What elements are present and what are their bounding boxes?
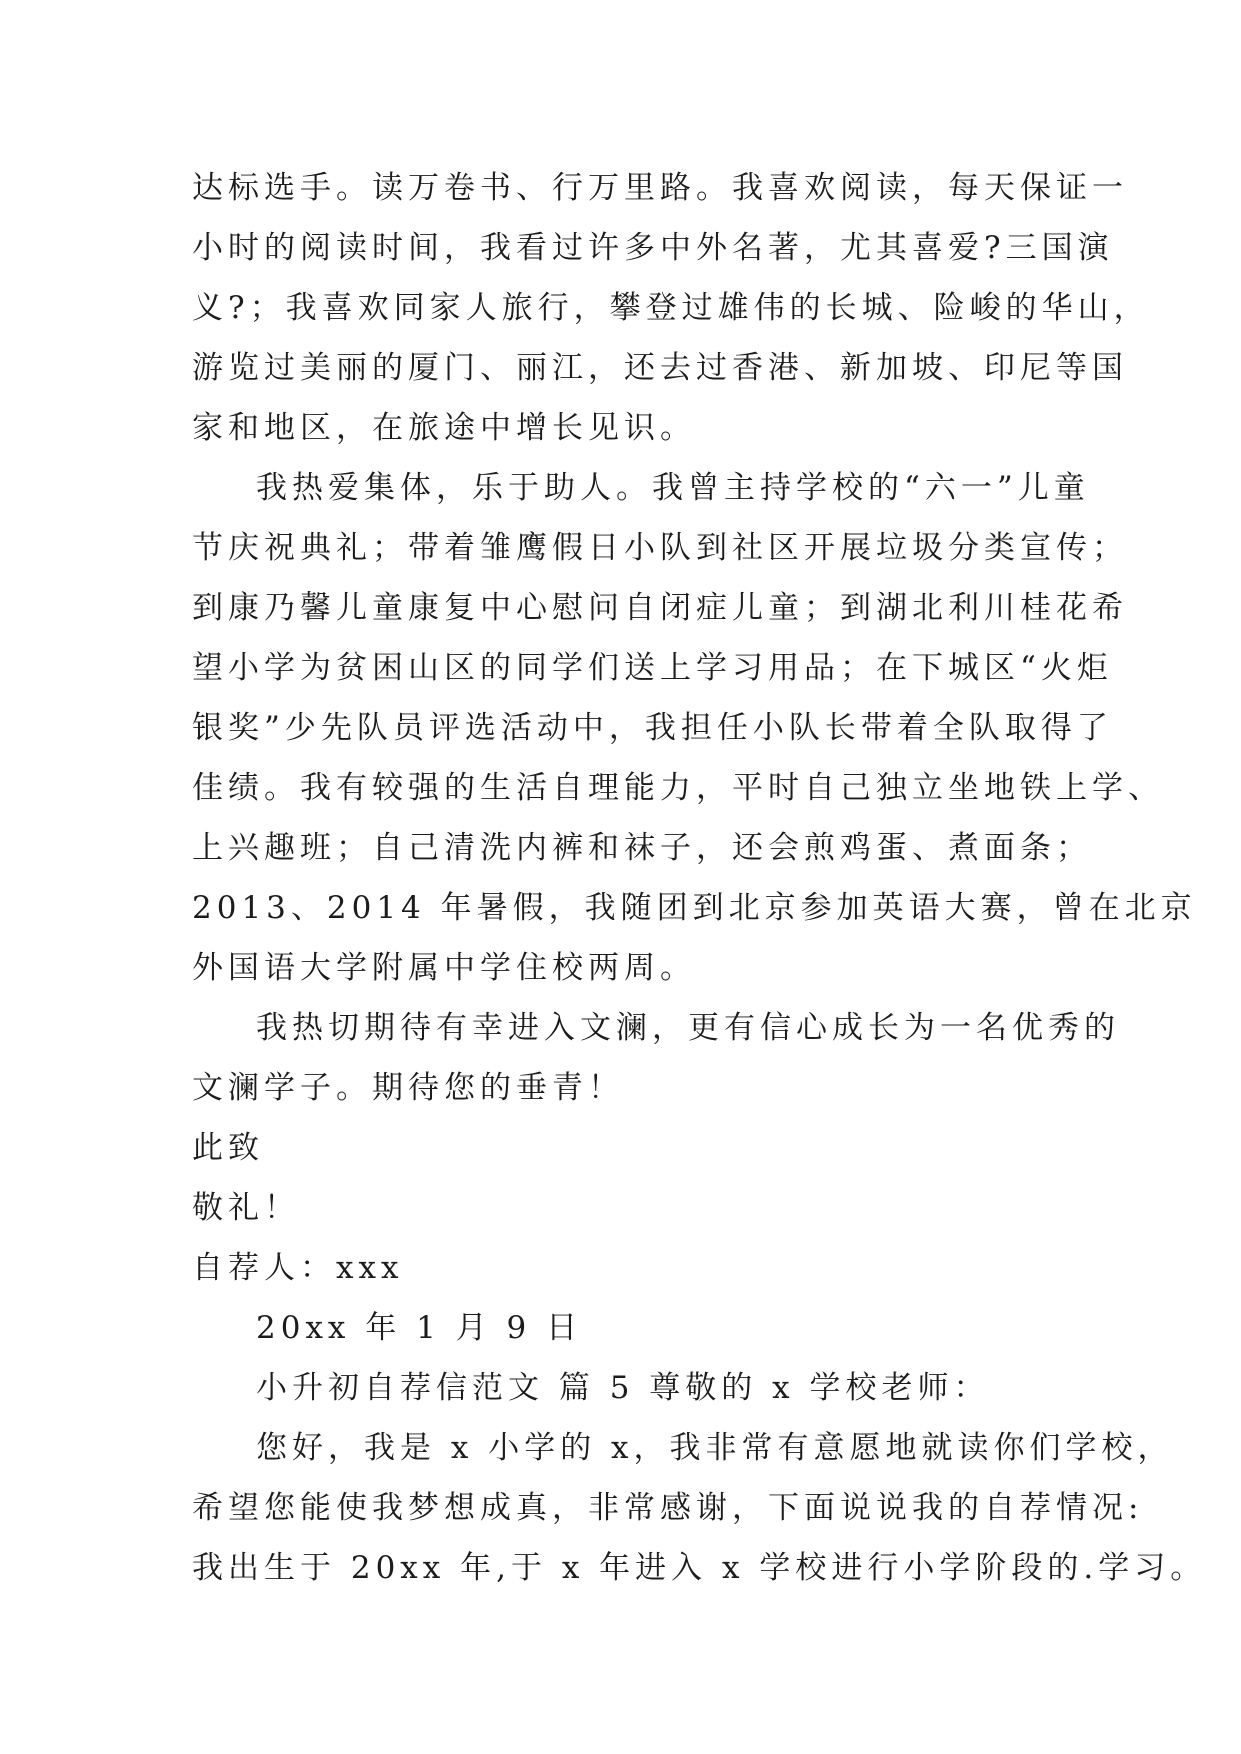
paragraph-start-line: 我热切期待有幸进入文澜，更有信心成长为一名优秀的 [256,1010,1120,1046]
text-line: 到康乃馨儿童康复中心慰问自闭症儿童；到湖北利川桂花希 [192,590,1128,626]
text-line: 游览过美丽的厦门、丽江，还去过香港、新加坡、印尼等国 [192,350,1128,386]
text-line: 外国语大学附属中学住校两周。 [192,950,696,986]
text-line: 希望您能使我梦想成真，非常感谢，下面说说我的自荐情况: [192,1490,1144,1526]
closing-regards: 敬礼！ [192,1190,300,1226]
text-line: 我出生于 20xx 年,于 x 年进入 x 学校进行小学阶段的.学习。 [192,1550,1207,1586]
text-line: 文澜学子。期待您的垂青！ [192,1070,624,1106]
text-line: 上兴趣班；自己清洗内裤和袜子，还会煎鸡蛋、煮面条； [192,830,1092,866]
paragraph-start-line: 我热爱集体，乐于助人。我曾主持学校的“六一”儿童 [256,470,1090,506]
text-line: 达标选手。读万卷书、行万里路。我喜欢阅读，每天保证一 [192,170,1128,206]
letter-body [192,158,1207,1598]
text-line: 2013、2014 年暑假，我随团到北京参加英语大赛，曾在北京 [192,890,1197,926]
text-line: 节庆祝典礼；带着雏鹰假日小队到社区开展垃圾分类宣传； [192,530,1128,566]
text-line: 义?；我喜欢同家人旅行，攀登过雄伟的长城、险峻的华山， [192,290,1150,326]
signature-line: 自荐人：xxx [192,1250,404,1286]
closing-salutation: 此致 [192,1130,264,1166]
text-line: 银奖”少先队员评选活动中，我担任小队长带着全队取得了 [192,710,1113,746]
date-line: 20xx 年 1 月 9 日 [256,1310,583,1346]
text-line: 佳绩。我有较强的生活自理能力，平时自己独立坐地铁上学、 [192,770,1164,806]
text-line: 望小学为贫困山区的同学们送上学习用品；在下城区“火炬 [192,650,1113,686]
text-line: 小时的阅读时间，我看过许多中外名著，尤其喜爱?三国演 [192,230,1114,266]
paragraph-start-line: 您好，我是 x 小学的 x，我非常有意愿地就读你们学校， [256,1430,1174,1466]
text-line: 家和地区，在旅途中增长见识。 [192,410,696,446]
section-heading: 小升初自荐信范文 篇 5 尊敬的 x 学校老师： [256,1370,990,1406]
